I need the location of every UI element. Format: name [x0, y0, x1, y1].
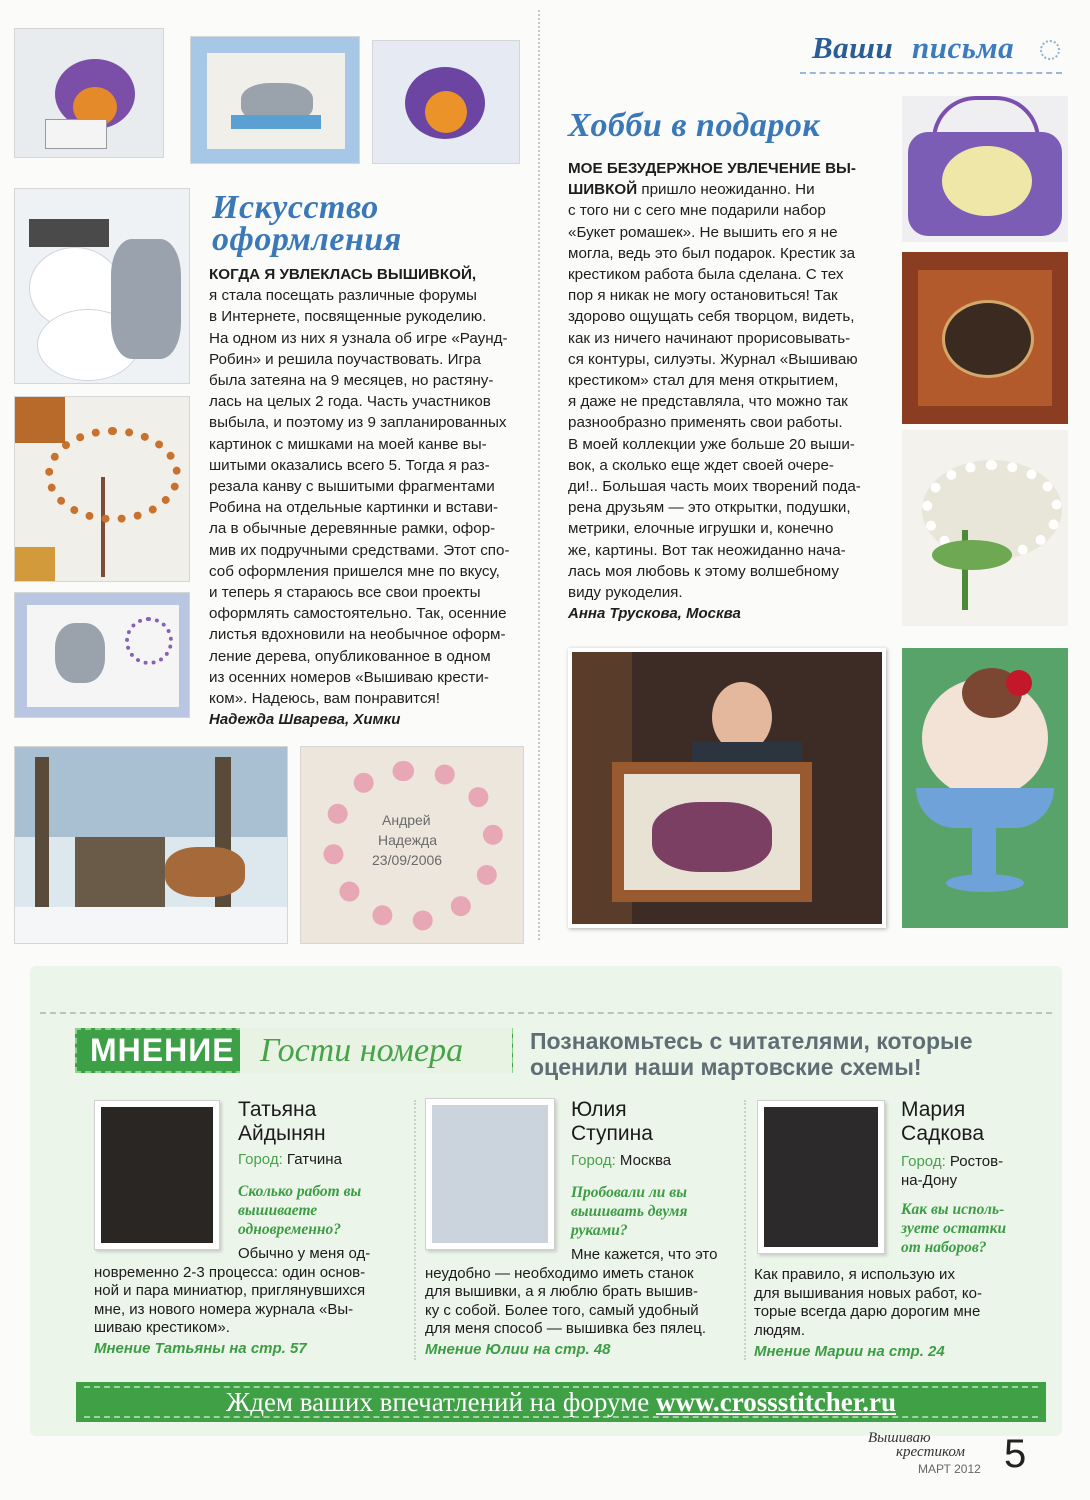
article1-line: я стала посещать различные форумы [209, 287, 477, 305]
article1-line: На одном из них я узнала об игре «Раунд- [209, 329, 508, 347]
article2-line: я даже не представляла, что можно так [568, 393, 848, 411]
article2-line: виду рукоделия. [568, 584, 683, 602]
daisy-bouquet-image [902, 430, 1068, 626]
guest-last-name: Садкова [901, 1122, 985, 1145]
hedgehog-embroidery-image [14, 28, 164, 158]
article2-body [568, 158, 898, 624]
ice-cream-embroidery-image [902, 648, 1068, 928]
answer-line: ной и пара миниатюр, приглянувшихся [94, 1282, 366, 1299]
article1-lead: КОГДА Я УВЛЕКЛАСЬ ВЫШИВКОЙ, [209, 266, 477, 283]
city-value: Москва [619, 1152, 672, 1169]
guest-answer [94, 1245, 404, 1338]
article1-line: листья вдохновили на необычное оформ- [209, 626, 506, 644]
guest-question [901, 1200, 1041, 1257]
article2-line: рена друзьям — это открытки, подушки, [568, 499, 851, 517]
article2-line: как из ничего начинают прорисовывать- [568, 329, 851, 347]
article2-line: крестиком» стал для меня открытием, [568, 372, 839, 390]
guest-question [571, 1183, 739, 1240]
header-stitch-line [800, 72, 1062, 74]
logo-line1: Вышиваю [868, 1430, 931, 1446]
article1-line: картинок с мишками на моей канве вы- [209, 435, 487, 453]
winter-forest-deer-image [14, 746, 288, 944]
answer-line: ку с собой. Более того, самый удобный [425, 1301, 699, 1319]
opinion-intro-line1: Познакомьтесь с читателями, которые [530, 1028, 973, 1054]
heart-name-1: Андрей [382, 812, 431, 828]
article1-line: была затеяна на 9 месяцев, но растяну- [209, 372, 494, 390]
question-line: вышивать двумя [571, 1203, 688, 1220]
question-line: Пробовали ли вы [571, 1184, 687, 1201]
city-label: Город: [901, 1153, 946, 1170]
forum-invite-text: Ждем ваших впечатлений на форуме [226, 1387, 650, 1417]
article2-signature: Анна Трускова, Москва [568, 605, 741, 623]
article1-line: мив их подручными средствами. Этот спо- [209, 541, 510, 559]
column-divider [538, 10, 540, 940]
article1-line: ла в обычные деревянные рамки, офор- [209, 520, 496, 538]
section-header-word2: письма [912, 30, 1015, 65]
guest-portrait [757, 1100, 885, 1254]
article2-lead-line2-rest: пришло неожиданно. Ни [637, 181, 815, 199]
article2-line: В моей коллекции уже больше 20 выши- [568, 435, 855, 453]
answer-line: торые всегда дарю дорогим мне [754, 1303, 981, 1320]
guest-divider [414, 1100, 416, 1360]
article2-line: крестиком работа была сделана. С тех [568, 266, 844, 284]
forum-link[interactable]: www.crossstitcher.ru [655, 1387, 896, 1417]
city-value: Ростов- [949, 1153, 1004, 1170]
question-line: одновременно? [238, 1221, 341, 1238]
guest-city [571, 1152, 671, 1169]
turtle-pillow-image [902, 252, 1068, 424]
question-line: вышиваете [238, 1202, 318, 1219]
autumn-tree-image [14, 396, 190, 582]
answer-line: Обычно у меня од- [238, 1245, 371, 1262]
guest-answer [425, 1246, 737, 1339]
pansy-purse-image [902, 96, 1068, 242]
city-value: на-Дону [901, 1172, 958, 1189]
guest-first-name: Татьяна [238, 1098, 317, 1121]
article1-line: выбыла, и поэтому из 9 запланированных [209, 414, 507, 432]
article2-line: «Букет ромашек». Не вышить его я не [568, 223, 838, 241]
guest-last-name: Ступина [571, 1122, 653, 1145]
question-line: руками? [571, 1222, 628, 1239]
article2-title: Хобби в подарок [568, 107, 821, 144]
article1-line: шитыми оказались всего 5. Тогда я раз- [209, 456, 490, 474]
article1-line: в Интернете, посвященные рукоделию. [209, 308, 487, 326]
article2-line: вок, а сколько еще ждет своей очере- [568, 456, 834, 474]
article2-line: ся контуры, силуэты. Журнал «Вышиваю [568, 350, 858, 368]
article1-body [209, 264, 529, 730]
answer-line: для меня способ — вышивка без пялец. [425, 1320, 707, 1337]
forum-banner-text [76, 1382, 1046, 1422]
article1-line: оформлять самостоятельно. Так, осенние [209, 605, 507, 623]
city-value: Гатчина [286, 1151, 342, 1168]
article2-lead-line1: МОЕ БЕЗУДЕРЖНОЕ УВЛЕЧЕНИЕ ВЫ- [568, 160, 856, 177]
article1-line: резала канву с вышитыми фрагментами [209, 478, 495, 496]
city-label: Город: [238, 1151, 283, 1168]
article2-line: пор я никак не могу остановиться! Так [568, 287, 838, 305]
opinion-label: МНЕНИЕ [90, 1032, 235, 1068]
guest-city [238, 1151, 342, 1168]
article1-line: ком». Надеюсь, вам понравится! [209, 690, 440, 708]
answer-line: людям. [754, 1321, 806, 1339]
guest-name [901, 1098, 984, 1146]
answer-line: шиваю крестиком». [94, 1319, 230, 1336]
opinion-intro [530, 1028, 1050, 1080]
question-line: зуете остатки [901, 1220, 1007, 1237]
opinion-intro-line2: оценили наши мартовские схемы! [530, 1054, 922, 1080]
question-line: Как вы исполь- [901, 1201, 1005, 1218]
guest-answer [754, 1266, 1044, 1340]
sleeping-bear-frame-image [190, 36, 360, 164]
article2-line: же, картины. Вот так неожиданно нача- [568, 541, 846, 559]
article2-lead-line2: ШИВКОЙ [568, 181, 638, 199]
article2-line: с того ни с сего мне подарили набор [568, 202, 826, 220]
opinion-top-stitch [40, 1012, 1052, 1014]
heart-name-2: Надежда [378, 832, 438, 848]
bear-flowers-frame-image [14, 592, 190, 718]
answer-line: для вышивки, а я люблю брать вышив- [425, 1283, 699, 1300]
guest-portrait [425, 1098, 555, 1250]
article1-line: лась на целых 2 года. Часть участников [209, 393, 491, 411]
answer-line: Как правило, я использую их [754, 1266, 955, 1283]
article1-line: соб оформления пришелся мне по вкусу, [209, 562, 500, 580]
answer-line: для вышивания новых работ, ко- [754, 1284, 982, 1302]
guest-divider [744, 1100, 746, 1360]
answer-line: неудобно — необходимо иметь станок [425, 1264, 694, 1282]
opinion-subtitle: Гости номера [240, 1028, 512, 1073]
guest-portrait [94, 1100, 220, 1250]
answer-line: мне, из нового номера журнала «Вы- [94, 1300, 354, 1318]
guest-opinion-link[interactable]: Мнение Марии на стр. 24 [754, 1343, 945, 1360]
section-header-word1: Ваши [812, 30, 894, 65]
article2-line: ди!.. Большая часть моих творений пода- [568, 478, 861, 496]
article1-line: и теперь я стараюсь все свои проекты [209, 584, 481, 602]
guest-first-name: Мария [901, 1098, 966, 1121]
reader-photo-anna [568, 648, 886, 928]
guest-last-name: Айдынян [238, 1122, 326, 1145]
question-line: от наборов? [901, 1239, 987, 1256]
answer-line: новременно 2-3 процесса: один основ- [94, 1263, 366, 1281]
heart-date: 23/09/2006 [372, 852, 443, 868]
issue-date: МАРТ 2012 [918, 1462, 981, 1476]
guest-name [238, 1098, 326, 1146]
guest-question [238, 1182, 408, 1239]
page-number: 5 [1004, 1432, 1027, 1476]
guest-name [571, 1098, 653, 1146]
guest-city [901, 1152, 1003, 1190]
guest-first-name: Юлия [571, 1098, 627, 1121]
question-line: Сколько работ вы [238, 1183, 362, 1200]
snowman-bears-image [14, 188, 190, 384]
article2-line: могла, ведь это был подарок. Крестик за [568, 244, 856, 262]
article2-line: лась моя любовь к этому волшебному [568, 562, 839, 580]
section-header [800, 28, 1062, 72]
article2-line: метрики, елочные игрушки и, конечно [568, 520, 834, 538]
swirl-icon [1040, 40, 1060, 60]
article1-line: Робин» и решила поучаствовать. Игра [209, 350, 481, 368]
article2-line: разнообразно применять свои работы. [568, 414, 843, 432]
guest-opinion-link[interactable]: Мнение Юлии на стр. 48 [425, 1341, 611, 1358]
article1-line: ление дерева, опубликованное в одном [209, 647, 491, 665]
article1-line: из осенних номеров «Вышиваю крести- [209, 668, 489, 686]
article2-line: здорово ощущать себя творцом, видеть, [568, 308, 855, 326]
article1-title-line1: Искусство [212, 189, 379, 226]
guest-opinion-link[interactable]: Мнение Татьяны на стр. 57 [94, 1340, 307, 1357]
article1-title-line2: оформления [212, 221, 402, 258]
scallop-border [30, 968, 1062, 1014]
city-label: Город: [571, 1152, 616, 1169]
logo-line2: крестиком [896, 1444, 965, 1460]
article1-line: Робина на отдельные картинки и встави- [209, 499, 499, 517]
answer-line: Мне кажется, что это [571, 1246, 718, 1263]
hedgehog-knitting-image [372, 40, 520, 164]
article1-signature: Надежда Шварева, Химки [209, 711, 401, 729]
